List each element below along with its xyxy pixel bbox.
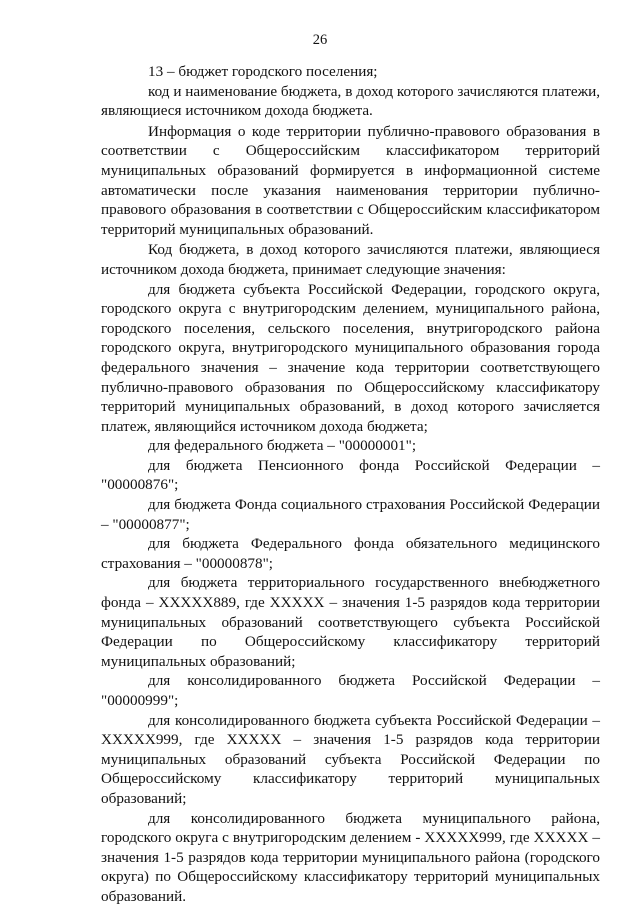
paragraph: код и наименование бюджета, в доход которого зачисляются платежи, являющиеся источником дохода бюджета. (101, 82, 600, 120)
paragraph: для консолидированного бюджета субъекта Российской Федерации – ХХХХХ999, где ХХХХХ – значения 1-5 разрядов кода территории муниципальных образований субъекта Российской Федерации по Общероссийскому классификатору территорий муниципальных образований; (101, 711, 600, 807)
paragraph: для бюджета территориального государственного внебюджетного фонда – ХХХХХ889, где ХХХХХ – значения 1-5 разрядов кода территории муниципальных образований соответствующего субъекта Российской Федерации по Общероссийскому классификатору территорий муниципальных образований; (101, 574, 600, 670)
paragraph: для бюджета Фонда социального страхования Российской Федерации – "00000877"; (101, 496, 600, 533)
page-number: 26 (312, 32, 328, 48)
paragraph: для бюджета Федерального фонда обязательного медицинского страхования – "00000878"; (101, 535, 600, 572)
page-body (101, 62, 600, 907)
paragraph: для федерального бюджета – "00000001"; (148, 437, 417, 455)
paragraph: для бюджета Пенсионного фонда Российской Федерации – "00000876"; (101, 456, 600, 494)
paragraph: для бюджета субъекта Российской Федерации, городского округа, городского округа с внутригородским делением, муниципального района, городского поселения, сельского поселения, внутригородского района городского округа, внутригородского муниципального образования города федерального значения – значение кода территории соответствующего публично-правового образования по Общероссийскому классификатору территорий муниципальных образований, в доход которого зачисляется платеж, являющийся источником дохода бюджета; (101, 280, 600, 435)
paragraph: Код бюджета, в доход которого зачисляются платежи, являющиеся источником дохода бюджета, принимает следующие значения: (101, 241, 600, 278)
paragraph: 13 – бюджет городского поселения; (148, 63, 378, 80)
paragraph: Информация о коде территории публично-правового образования в соответствии с Общероссийским классификатором территорий муниципальных образований формируется в информационной системе автоматически после указания наименования территории публично-правового образования в соответствии с Общероссийским классификатором территорий муниципальных образований. (101, 122, 600, 238)
paragraph: для консолидированного бюджета муниципального района, городского округа с внутригородским делением - ХХХХХ999, где ХХХХХ – значения 1-5 разрядов кода территории муниципального района (городского округа) по Общероссийскому классификатору территорий муниципальных образований. (101, 809, 600, 905)
paragraph: для консолидированного бюджета Российской Федерации – "00000999"; (101, 672, 600, 709)
